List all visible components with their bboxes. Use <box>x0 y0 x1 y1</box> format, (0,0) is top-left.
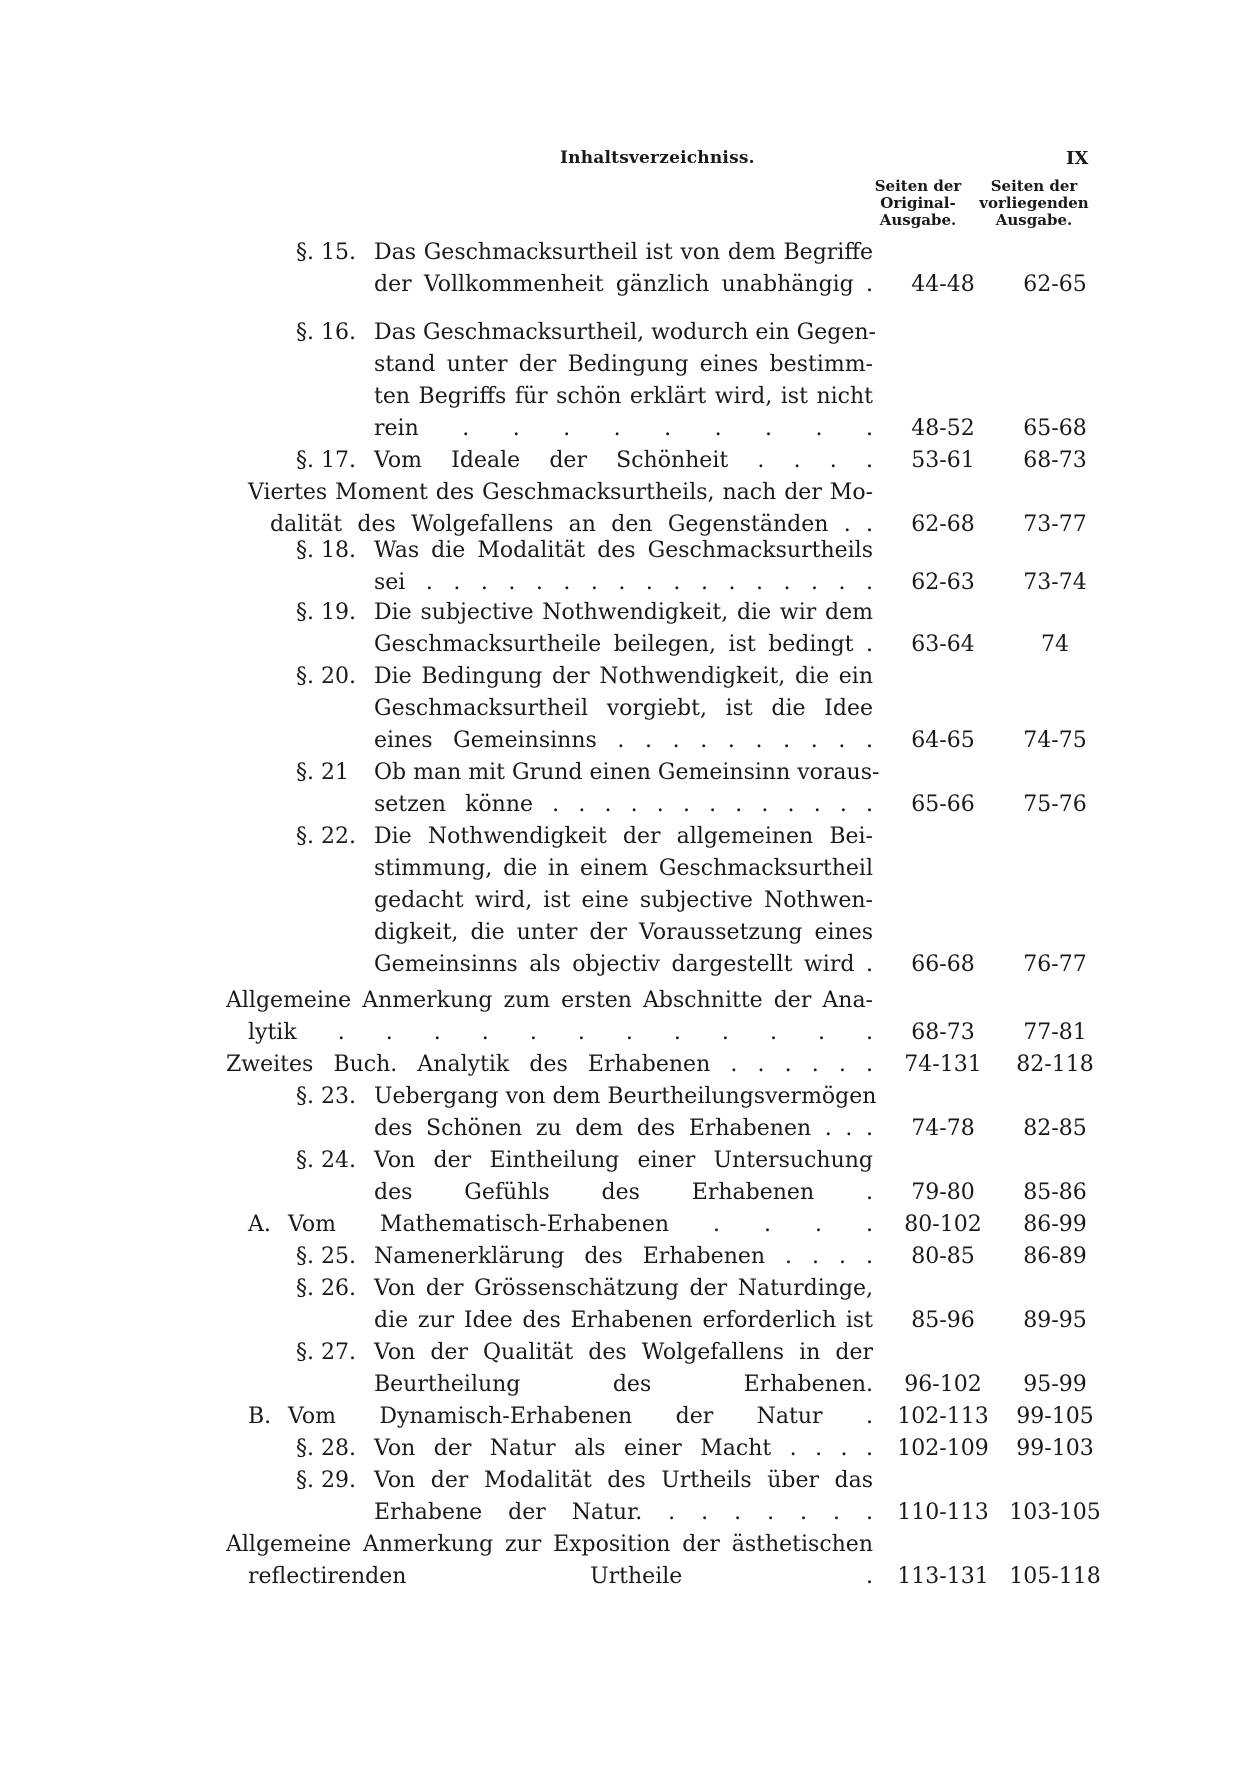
page-original: 102-109 <box>897 1436 989 1461</box>
page-present: 82-85 <box>1023 1116 1087 1141</box>
page-original: 80-85 <box>911 1244 975 1269</box>
toc-entry-text: Was die Modalität des Geschmacksurtheils <box>374 538 873 563</box>
toc-entry-text: Geschmacksurtheile beilegen, ist bedingt . <box>374 632 873 657</box>
column-header-original-line: Seiten der <box>874 177 962 195</box>
toc-entry-text: setzen könne . . . . . . . . . . . . . <box>374 792 873 817</box>
page-present: 95-99 <box>1023 1372 1087 1397</box>
toc-entry-text: Uebergang von dem Beurtheilungsvermögen <box>374 1084 877 1109</box>
section-number: §. 19. <box>296 600 356 625</box>
page-original: 102-113 <box>897 1404 989 1429</box>
toc-entry-text: Geschmacksurtheil vorgiebt, ist die Idee <box>374 696 873 721</box>
section-number: §. 23. <box>296 1084 356 1109</box>
column-header-original <box>858 178 978 229</box>
section-number: §. 20. <box>296 664 356 689</box>
toc-entry-text: stand unter der Bedingung eines bestimm- <box>374 352 873 377</box>
page-original: 80-102 <box>904 1212 982 1237</box>
section-number: §. 22. <box>296 824 356 849</box>
toc-entry-text: sei . . . . . . . . . . . . . . . . . <box>374 570 873 595</box>
page-original: 68-73 <box>911 1020 975 1045</box>
toc-entry-text: rein . . . . . . . . . <box>374 416 873 441</box>
toc-entry-text: Viertes Moment des Geschmacksurtheils, nach der Mo- <box>248 480 873 505</box>
toc-entry-text: gedacht wird, ist eine subjective Nothwen- <box>374 888 873 913</box>
page-original: 53-61 <box>911 448 975 473</box>
section-number: B. <box>248 1404 272 1429</box>
toc-entry-text: Das Geschmacksurtheil ist von dem Begriffe <box>374 240 873 265</box>
page-original: 79-80 <box>911 1180 975 1205</box>
toc-entry-text: Von der Eintheilung einer Untersuchung <box>374 1148 873 1173</box>
toc-entry-text: reflectirenden Urtheile . <box>248 1564 873 1589</box>
toc-entry-text: Von der Natur als einer Macht . . . . <box>374 1436 873 1461</box>
page-present: 86-89 <box>1023 1244 1087 1269</box>
toc-entry-text: Allgemeine Anmerkung zum ersten Abschnitte der Ana- <box>226 988 873 1013</box>
page-original: 62-68 <box>911 512 975 537</box>
page-original: 64-65 <box>911 728 975 753</box>
page-original: 74-131 <box>904 1052 982 1077</box>
page-number: IX <box>1066 148 1089 169</box>
section-number: §. 21 <box>296 760 349 785</box>
section-number: §. 15. <box>296 240 356 265</box>
section-number: A. <box>248 1212 271 1237</box>
toc-entry-text: des Gefühls des Erhabenen . <box>374 1180 873 1205</box>
section-number: §. 26. <box>296 1276 356 1301</box>
page-original: 44-48 <box>911 272 975 297</box>
page-present: 86-99 <box>1023 1212 1087 1237</box>
toc-entry-text: Erhabene der Natur. . . . . . . . <box>374 1500 873 1525</box>
toc-entry-text: Die Nothwendigkeit der allgemeinen Bei- <box>374 824 873 849</box>
section-number: §. 16. <box>296 320 356 345</box>
toc-entry-text: Vom Mathematisch-Erhabenen . . . . <box>288 1212 873 1237</box>
toc-entry-text: digkeit, die unter der Voraussetzung eines <box>374 920 873 945</box>
page-present: 74-75 <box>1023 728 1087 753</box>
section-number: §. 28. <box>296 1436 356 1461</box>
toc-entry-text: der Vollkommenheit gänzlich unabhängig . <box>374 272 873 297</box>
page-present: 103-105 <box>1009 1500 1101 1525</box>
page-original: 74-78 <box>911 1116 975 1141</box>
section-number: §. 29. <box>296 1468 356 1493</box>
page-present: 68-73 <box>1023 448 1087 473</box>
section-number: §. 27. <box>296 1340 356 1365</box>
page-original: 110-113 <box>897 1500 989 1525</box>
toc-entry-text: Zweites Buch. Analytik des Erhabenen . . . . . . <box>226 1052 873 1077</box>
toc-entry-text: Die Bedingung der Nothwendigkeit, die ein <box>374 664 873 689</box>
page-present: 76-77 <box>1023 952 1087 977</box>
page-present: 85-86 <box>1023 1180 1087 1205</box>
page-present: 62-65 <box>1023 272 1087 297</box>
toc-entry-text: lytik . . . . . . . . . . . . <box>248 1020 873 1045</box>
page-present: 105-118 <box>1009 1564 1101 1589</box>
column-header-original-line: Original- <box>880 194 956 212</box>
toc-entry-text: Das Geschmacksurtheil, wodurch ein Gegen- <box>374 320 876 345</box>
page-present: 77-81 <box>1023 1020 1087 1045</box>
section-number: §. 24. <box>296 1148 356 1173</box>
column-header-present-line: vorliegenden <box>979 194 1089 212</box>
toc-entry-text: Allgemeine Anmerkung zur Exposition der ästhetischen <box>226 1532 873 1557</box>
page-present: 74 <box>1041 632 1069 657</box>
page-present: 99-103 <box>1016 1436 1094 1461</box>
toc-entry-text: Vom Ideale der Schönheit . . . . <box>374 448 873 473</box>
toc-entry-text: Von der Qualität des Wolgefallens in der <box>374 1340 873 1365</box>
toc-entry-text: Vom Dynamisch-Erhabenen der Natur . <box>288 1404 873 1429</box>
column-header-present-line: Seiten der <box>990 177 1078 195</box>
page-present: 89-95 <box>1023 1308 1087 1333</box>
toc-entry-text: des Schönen zu dem des Erhabenen . . . <box>374 1116 873 1141</box>
toc-entry-text: die zur Idee des Erhabenen erforderlich ist <box>374 1308 873 1333</box>
toc-entry-text: Namenerklärung des Erhabenen . . . . <box>374 1244 873 1269</box>
toc-entry-text: Von der Modalität des Urtheils über das <box>374 1468 873 1493</box>
page-original: 96-102 <box>904 1372 982 1397</box>
page-present: 73-77 <box>1023 512 1087 537</box>
toc-entry-text: Von der Grössenschätzung der Naturdinge, <box>374 1276 873 1301</box>
toc-entry-text: ten Begriffs für schön erklärt wird, ist nicht <box>374 384 873 409</box>
section-number: §. 17. <box>296 448 356 473</box>
page-original: 62-63 <box>911 570 975 595</box>
page-original: 66-68 <box>911 952 975 977</box>
running-head-title: Inhaltsverzeichniss. <box>560 148 755 168</box>
toc-entry-text: eines Gemeinsinns . . . . . . . . . . <box>374 728 873 753</box>
page-original: 113-131 <box>897 1564 989 1589</box>
column-header-present <box>974 178 1094 229</box>
toc-entry-text: Gemeinsinns als objectiv dargestellt wird . <box>374 952 873 977</box>
column-header-present-line: Ausgabe. <box>995 211 1073 229</box>
section-number: §. 18. <box>296 538 356 563</box>
toc-entry-text: dalität des Wolgefallens an den Gegenständen . . <box>270 512 873 537</box>
page-original: 48-52 <box>911 416 975 441</box>
column-header-original-line: Ausgabe. <box>879 211 957 229</box>
toc-entry-text: Die subjective Nothwendigkeit, die wir dem <box>374 600 873 625</box>
toc-entry-text: stimmung, die in einem Geschmacksurtheil <box>374 856 873 881</box>
page-original: 85-96 <box>911 1308 975 1333</box>
toc-entry-text: Beurtheilung des Erhabenen. <box>374 1372 873 1397</box>
page-original: 63-64 <box>911 632 975 657</box>
page-present: 75-76 <box>1023 792 1087 817</box>
toc-entry-text: Ob man mit Grund einen Gemeinsinn voraus- <box>374 760 880 785</box>
page-present: 82-118 <box>1016 1052 1094 1077</box>
section-number: §. 25. <box>296 1244 356 1269</box>
page-present: 73-74 <box>1023 570 1087 595</box>
page-original: 65-66 <box>911 792 975 817</box>
page-present: 99-105 <box>1016 1404 1094 1429</box>
page-present: 65-68 <box>1023 416 1087 441</box>
